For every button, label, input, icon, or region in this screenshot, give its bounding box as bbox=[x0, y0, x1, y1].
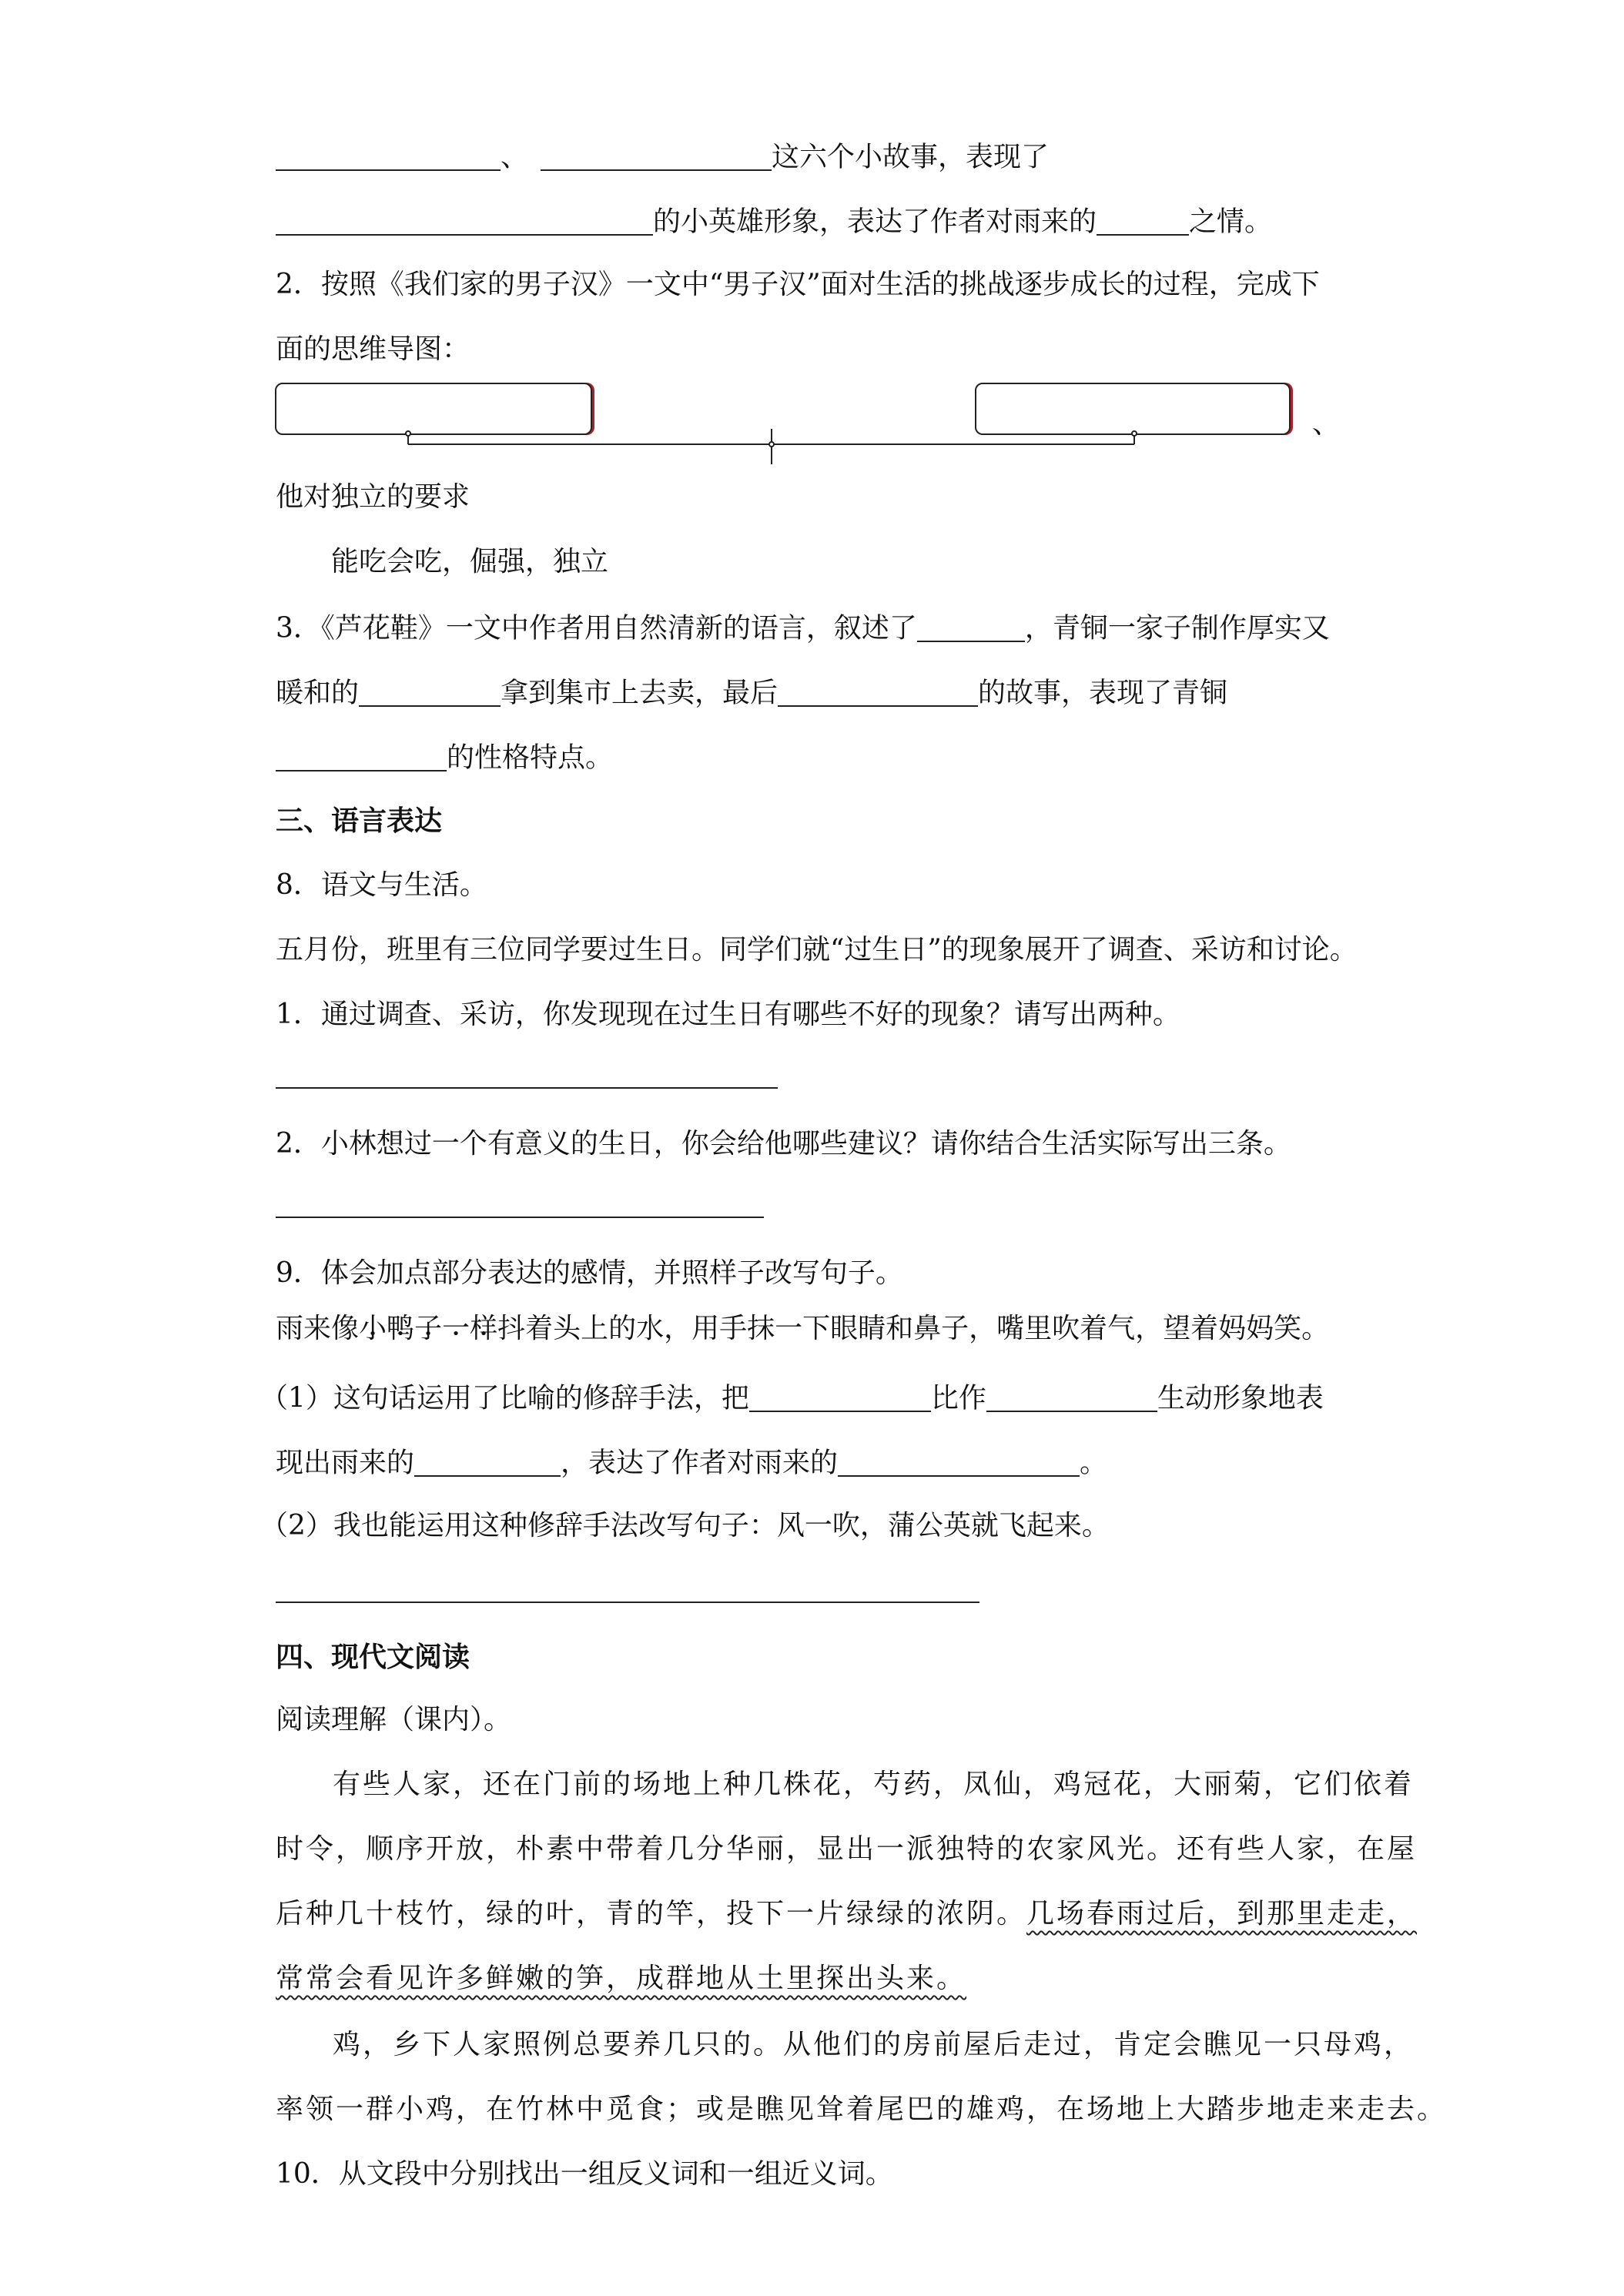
passage-p1-l4 bbox=[276, 1965, 966, 1993]
passage-p2-l1: 鸡，乡下人家照例总要养几只的。从他们的房前屋后走过，肯定会瞧见一只母鸡， bbox=[333, 2029, 1415, 2060]
q2-line1: 2．按照《我们家的男子汉》一文中“男子汉”面对生活的挑战逐步成长的过程，完成下 bbox=[276, 269, 1320, 300]
passage-p1-l3 bbox=[276, 1900, 1417, 1928]
q9-1-text: 生动形象地表 bbox=[1157, 1382, 1324, 1414]
q9-1-text: 比作 bbox=[930, 1382, 986, 1414]
q8-title: 8．语文与生活。 bbox=[276, 869, 487, 901]
mindmap-label-left: 他对独立的要求 bbox=[276, 481, 470, 513]
q2-line2: 面的思维导图： bbox=[276, 333, 470, 365]
passage-p2-l2: 率领一群小鸡，在竹林中觅食；或是瞧见耸着尾巴的雄鸡，在场地上大踏步地走来走去。 bbox=[276, 2094, 1448, 2125]
reading-title: 阅读理解（课内）。 bbox=[276, 1704, 512, 1735]
q3-text: 的性格特点。 bbox=[447, 741, 614, 774]
q8-1: 1．通过调查、采访，你发现现在过生日有哪些不好的现象？请写出两种。 bbox=[276, 999, 1180, 1030]
emphasis-dot-char: 鸭 • bbox=[387, 1313, 414, 1344]
section-heading-4: 四、现代文阅读 bbox=[276, 1641, 470, 1673]
answer-blank[interactable] bbox=[414, 1448, 561, 1477]
mindmap-label-sub: 能吃会吃，倔强，独立 bbox=[331, 546, 609, 577]
q3-line3 bbox=[276, 742, 613, 772]
q-prev-line1-text: 这六个小故事，表现了 bbox=[772, 141, 1050, 173]
q9-1-text: 现出雨来的 bbox=[276, 1447, 415, 1479]
q9-1-text: 。 bbox=[1080, 1447, 1108, 1479]
answer-blank[interactable] bbox=[276, 206, 653, 236]
answer-blank[interactable] bbox=[749, 1383, 931, 1412]
answer-blank[interactable] bbox=[276, 742, 447, 771]
q3-line1 bbox=[276, 613, 1330, 643]
dotted-emphasis bbox=[359, 1313, 497, 1344]
q9-sentence-text: 雨来像 bbox=[276, 1313, 360, 1344]
q9-2: （2）我也能运用这种修辞手法改写句子：风一吹，蒲公英就飞起来。 bbox=[260, 1510, 1110, 1541]
q9-1-text: ，表达了作者对雨来的 bbox=[561, 1447, 839, 1479]
mindmap-connector bbox=[385, 427, 1155, 466]
q9-sentence-text: 抖着头上的水，用手抹一下眼睛和鼻子，嘴里吹着气，望着妈妈笑。 bbox=[497, 1313, 1330, 1344]
answer-line-q8-1[interactable] bbox=[276, 1087, 778, 1089]
answer-blank[interactable] bbox=[778, 678, 978, 707]
answer-blank[interactable] bbox=[541, 142, 772, 171]
mindmap-trailing-mark: 、 bbox=[1312, 408, 1341, 440]
q3-text: 拿到集市上去卖，最后 bbox=[501, 677, 779, 709]
wavy-underlined-text: 几场春雨过后，到那里走走， bbox=[1026, 1898, 1418, 1930]
q9-sentence bbox=[276, 1315, 1329, 1343]
q9-1-line2 bbox=[276, 1448, 1107, 1478]
separator: 、 bbox=[501, 141, 529, 173]
emphasis-dot-char: 子 • bbox=[414, 1313, 442, 1344]
q9-1-line1 bbox=[260, 1383, 1324, 1413]
q3-text: 暖和的 bbox=[276, 677, 360, 709]
q-prev-line1 bbox=[276, 142, 1049, 172]
answer-blank[interactable] bbox=[838, 1448, 1080, 1477]
q10: 10．从文段中分别找出一组反义词和一组近义词。 bbox=[276, 2158, 893, 2190]
q9-title: 9．体会加点部分表达的感情，并照样子改写句子。 bbox=[276, 1257, 903, 1289]
q8-2: 2．小林想过一个有意义的生日，你会给他哪些建议？请你结合生活实际写出三条。 bbox=[276, 1128, 1291, 1160]
passage-p1-l2: 时令，顺序开放，朴素中带着几分华丽，显出一派独特的农家风光。还有些人家，在屋 bbox=[276, 1833, 1418, 1865]
emphasis-dot-char: 小 • bbox=[359, 1313, 387, 1344]
q3-text: 3．《芦花鞋》一文中作者用自然清新的语言，叙述了 bbox=[276, 612, 917, 644]
answer-blank[interactable] bbox=[276, 142, 501, 171]
q3-line2 bbox=[276, 678, 1227, 708]
q-prev-line2-tail: 之情。 bbox=[1189, 206, 1273, 238]
passage-p1-l1: 有些人家，还在门前的场地上种几株花，芍药，凤仙，鸡冠花，大丽菊，它们依着 bbox=[333, 1769, 1415, 1800]
answer-line-q8-2[interactable] bbox=[276, 1217, 764, 1218]
q9-1-text: （1）这句话运用了比喻的修辞手法，把 bbox=[260, 1382, 749, 1414]
answer-blank[interactable] bbox=[1097, 206, 1189, 236]
q-prev-line2-text: 的小英雄形象，表达了作者对雨来的 bbox=[653, 206, 1097, 238]
wavy-underlined-text: 常常会看见许多鲜嫩的笋，成群地从土里探出头来。 bbox=[276, 1963, 967, 1994]
q3-text: 的故事，表现了青铜 bbox=[978, 677, 1228, 709]
answer-blank[interactable] bbox=[986, 1383, 1157, 1412]
emphasis-dot-char: 一 • bbox=[442, 1313, 470, 1344]
answer-blank[interactable] bbox=[917, 613, 1025, 642]
q-prev-line2 bbox=[276, 206, 1272, 236]
q3-text: ，青铜一家子制作厚实又 bbox=[1024, 612, 1330, 644]
q8-intro: 五月份，班里有三位同学要过生日。同学们就“过生日”的现象展开了调查、采访和讨论。 bbox=[276, 934, 1358, 966]
section-heading-3: 三、语言表达 bbox=[276, 805, 443, 837]
passage-text: 后种几十枝竹，绿的叶，青的竿，投下一片绿绿的浓阴。 bbox=[276, 1898, 1027, 1930]
answer-line-q9-2[interactable] bbox=[276, 1602, 979, 1603]
emphasis-dot-char: 样 • bbox=[470, 1313, 497, 1344]
answer-blank[interactable] bbox=[359, 678, 501, 707]
